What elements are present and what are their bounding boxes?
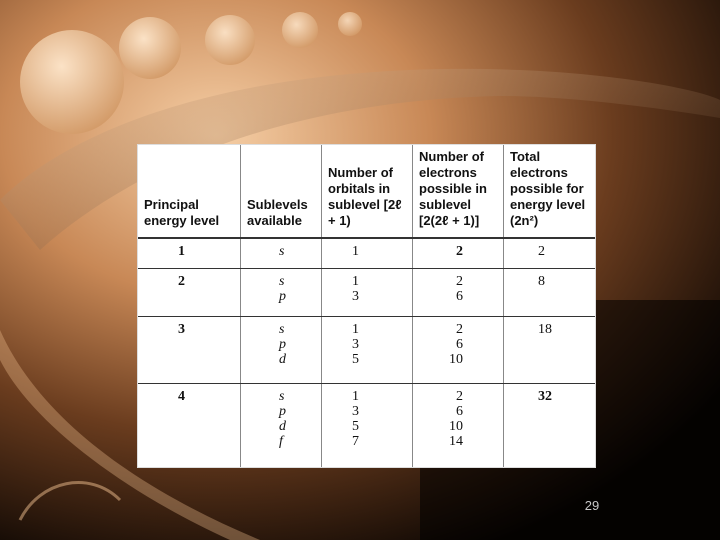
- sublevels-cell: [241, 238, 322, 269]
- sublevel: p: [279, 403, 286, 419]
- sublevel: s: [279, 322, 285, 338]
- orbitals-cell: [322, 317, 413, 383]
- sublevel: s: [279, 244, 285, 259]
- electron-count: 14: [449, 433, 463, 449]
- slide-page-number: 29: [584, 498, 600, 513]
- table-row: [138, 317, 595, 383]
- header-principal-level: Principal energy level: [138, 145, 241, 238]
- sublevel: p: [279, 289, 286, 305]
- total-cell: 2: [504, 238, 596, 269]
- electron-count: 10: [449, 352, 463, 368]
- electron-count: 6: [456, 403, 463, 419]
- orbital-count: 1: [352, 322, 359, 338]
- sublevel: f: [279, 433, 283, 449]
- sublevel: d: [279, 418, 286, 434]
- sublevel: s: [279, 274, 285, 290]
- table-row: [138, 238, 595, 269]
- decor-circle-smallest: [338, 12, 362, 36]
- sublevels-cell: [241, 383, 322, 467]
- sublevels-cell: [241, 269, 322, 317]
- decor-circle-small: [205, 15, 255, 65]
- level-cell: 2: [138, 269, 241, 317]
- sublevel: s: [279, 388, 285, 404]
- orbital-count: 3: [352, 337, 359, 353]
- electron-count: 2: [456, 244, 463, 259]
- orbital-count: 1: [352, 244, 359, 259]
- electron-capacity-table: [138, 145, 595, 467]
- table-header-row: [138, 145, 595, 238]
- orbital-count: 7: [352, 433, 359, 449]
- electron-count: 2: [456, 322, 463, 338]
- orbitals-cell: [322, 269, 413, 317]
- orbital-count: 1: [352, 388, 359, 404]
- header-electrons: Number of electrons possible in sublevel [2(2ℓ + 1)]: [413, 145, 504, 238]
- electrons-cell: [413, 269, 504, 317]
- orbital-count: 3: [352, 289, 359, 305]
- sublevels-cell: [241, 317, 322, 383]
- level-cell: 4: [138, 383, 241, 467]
- header-total-electrons: Total electrons possible for energy level (2n²): [504, 145, 596, 238]
- orbitals-cell: [322, 383, 413, 467]
- total-cell: 8: [504, 269, 596, 317]
- total-cell: 32: [538, 388, 552, 404]
- orbital-count: 5: [352, 418, 359, 434]
- orbital-count: 1: [352, 274, 359, 290]
- decor-circle-large: [20, 30, 124, 134]
- decor-circle-medium: [119, 17, 181, 79]
- level-cell: 3: [138, 317, 241, 383]
- orbital-count: 3: [352, 403, 359, 419]
- sublevel: p: [279, 337, 286, 353]
- data-table: [138, 145, 595, 467]
- header-orbitals: Number of orbitals in sublevel [2ℓ + 1): [322, 145, 413, 238]
- electron-count: 10: [449, 418, 463, 434]
- electrons-cell: [413, 238, 504, 269]
- sublevel: d: [279, 352, 286, 368]
- electrons-cell: [413, 317, 504, 383]
- electron-count: 6: [456, 337, 463, 353]
- orbitals-cell: [322, 238, 413, 269]
- total-cell: 18: [504, 317, 596, 383]
- electron-count: 2: [456, 274, 463, 290]
- electrons-cell: [413, 383, 504, 467]
- electron-count: 6: [456, 289, 463, 305]
- electron-count: 2: [456, 388, 463, 404]
- table-row: [138, 269, 595, 317]
- header-sublevels: Sublevels available: [241, 145, 322, 238]
- decor-circle-smaller: [282, 12, 318, 48]
- level-cell: 1: [138, 238, 241, 269]
- table-row: [138, 383, 595, 467]
- orbital-count: 5: [352, 352, 359, 368]
